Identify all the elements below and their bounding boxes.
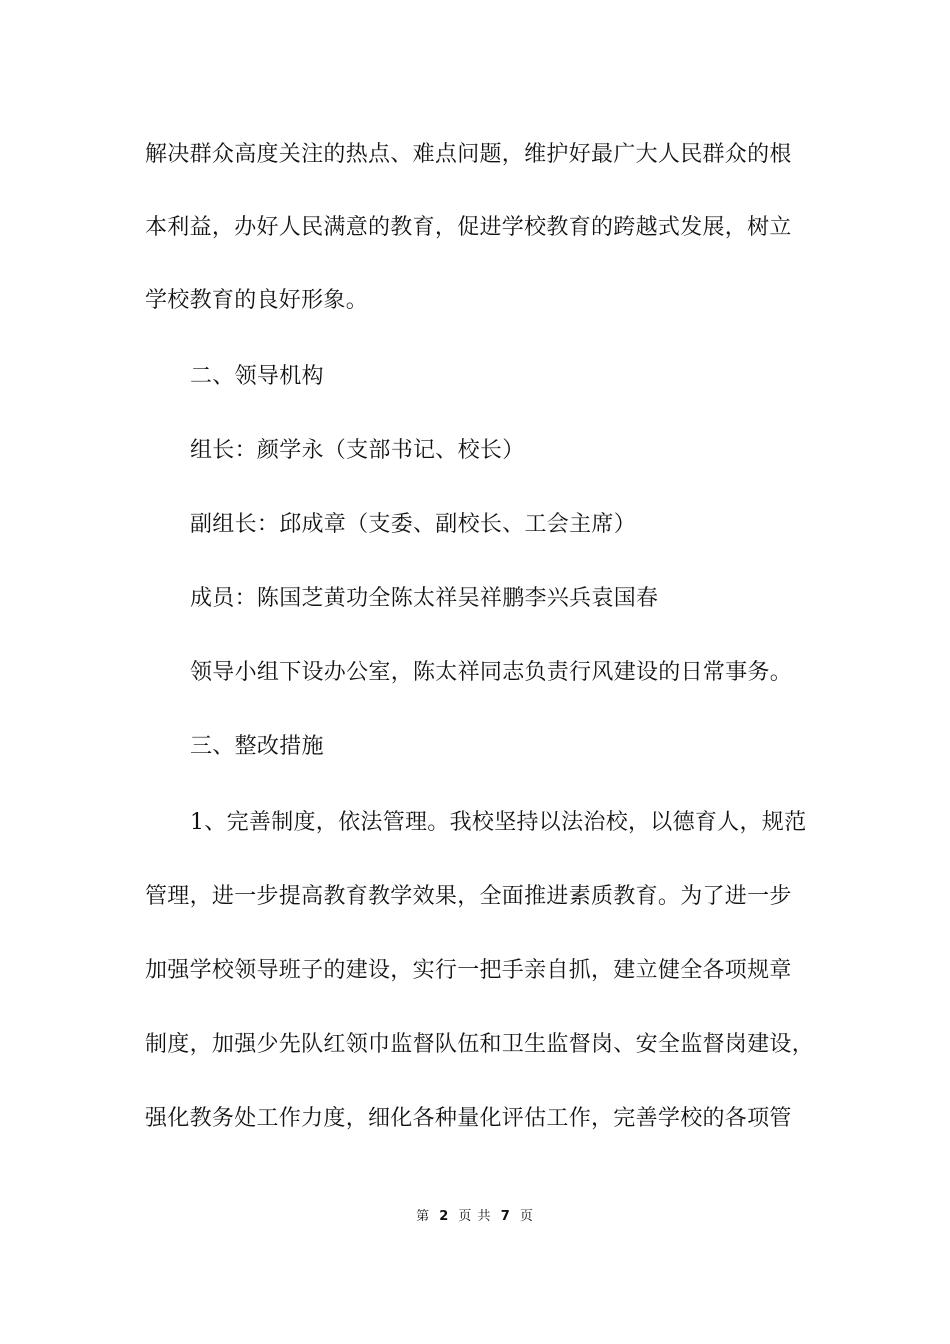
footer-current-page: 2 bbox=[439, 1209, 450, 1224]
group-leader-line: 组长：颜学永（支部书记、校长） bbox=[190, 438, 525, 463]
section-heading-measures: 三、整改措施 bbox=[190, 734, 324, 759]
measure-paragraph-line-3: 加强学校领导班子的建设，实行一把手亲自抓，建立健全各项规章 bbox=[145, 958, 792, 983]
members-line: 成员：陈国芝黄功全陈太祥吴祥鹏李兴兵袁国春 bbox=[190, 586, 659, 611]
footer-middle: 页 共 bbox=[458, 1209, 492, 1224]
paragraph-line-3: 学校教育的良好形象。 bbox=[145, 288, 369, 313]
measure-paragraph-line-2: 管理，进一步提高教育教学效果，全面推进素质教育。为了进一步 bbox=[145, 884, 792, 909]
footer-suffix: 页 bbox=[519, 1209, 534, 1224]
deputy-leader-line: 副组长：邱成章（支委、副校长、工会主席） bbox=[190, 512, 637, 537]
footer-prefix: 第 bbox=[416, 1209, 431, 1224]
footer-total-pages: 7 bbox=[500, 1209, 511, 1224]
section-heading-leadership: 二、领导机构 bbox=[190, 364, 324, 389]
measure-paragraph-line-1: 1、完善制度，依法管理。我校坚持以法治校，以德育人，规范 bbox=[190, 810, 807, 835]
page-number-footer bbox=[0, 1208, 950, 1226]
measure-paragraph-line-5: 强化教务处工作力度，细化各种量化评估工作，完善学校的各项管 bbox=[145, 1106, 792, 1131]
paragraph-line-1: 解决群众高度关注的热点、难点问题，维护好最广大人民群众的根 bbox=[145, 142, 792, 167]
paragraph-line-2: 本利益，办好人民满意的教育，促进学校教育的跨越式发展，树立 bbox=[145, 215, 792, 240]
measure-paragraph-line-4: 制度，加强少先队红领巾监督队伍和卫生监督岗、安全监督岗建设， bbox=[145, 1032, 815, 1057]
office-line: 领导小组下设办公室，陈太祥同志负责行风建设的日常事务。 bbox=[190, 660, 793, 685]
